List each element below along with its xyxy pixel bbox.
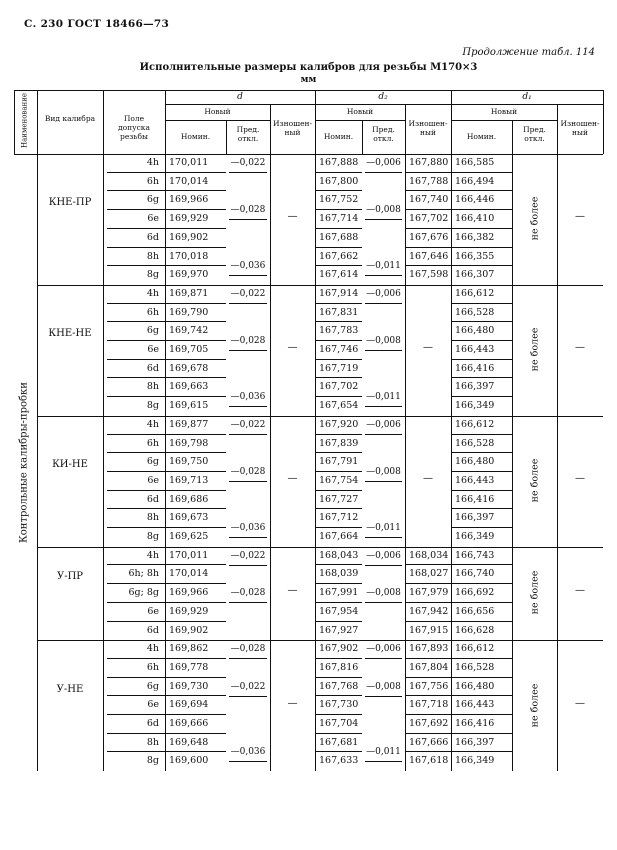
d2-deviation: —0,008 [365,584,402,603]
tolerance-field: 6d [146,362,159,374]
d2-nominal: 167,768 [319,680,359,692]
d1-nominal: 166,349 [455,755,495,767]
header-rule [451,120,557,121]
d2-nominal: 167,702 [319,381,359,393]
d1-nominal: 166,743 [455,549,495,561]
tolerance-field: 8g [146,531,159,542]
d1-nominal: 166,480 [455,680,495,692]
tolerance-field: 8h [146,381,159,393]
d-deviation: —0,028 [229,463,267,482]
body-col-rule [557,416,558,547]
d-deviation: —0,028 [229,584,267,603]
tolerance-field: 4h [146,418,159,430]
d1-nominal: 166,585 [455,157,495,168]
d2-worn: 167,942 [409,605,449,617]
d-nominal: 169,778 [169,661,209,673]
tolerance-field: 8g [146,755,159,767]
tolerance-field: 6g [146,456,159,468]
d-deviation: —0,036 [229,743,267,762]
d1-deviation-not-more: не более [529,197,540,241]
d-nominal: 169,790 [169,306,209,318]
d-nominal: 169,673 [169,512,209,524]
tolerance-field: 8h [146,736,159,748]
d1-nominal: 166,480 [455,456,495,468]
d2-nominal: 167,920 [319,418,359,430]
d-nominal: 169,798 [169,437,209,449]
d2-nominal: 167,954 [319,605,359,617]
header-col-rule [37,90,38,154]
table-continuation: Продолжение табл. 114 [462,47,595,58]
header-rule [165,120,270,121]
tolerance-field: 6d [146,231,159,243]
d1-deviation-not-more: не более [529,571,540,615]
col-header-name: Наименование [20,93,29,148]
col-header-d: d [237,92,243,102]
d2-nominal: 167,754 [319,474,359,486]
body-col-rule [270,640,271,771]
d-nominal: 170,014 [169,175,209,187]
col-header-deviation: Пред. откл. [372,125,395,143]
d1-nominal: 166,382 [455,231,495,243]
col-header-worn: Изношен-ный [272,119,313,137]
header-col-rule [512,120,513,154]
d-nominal: 169,902 [169,231,209,243]
body-col-rule [557,640,558,771]
tolerance-field: 8h [146,512,159,524]
tolerance-field: 6h [146,175,159,187]
header-col-rule [226,120,227,154]
d-deviation: —0,028 [229,332,267,351]
d2-worn: 167,702 [409,213,449,225]
d2-worn: 167,880 [409,157,449,168]
d2-deviation: —0,006 [365,154,402,173]
d2-nominal: 167,730 [319,699,359,711]
gauge-kind: КНЕ-ПР [48,197,92,209]
d2-worn: 167,692 [409,718,449,729]
d-nominal: 169,966 [169,587,209,599]
d-nominal: 170,011 [169,157,209,168]
d-worn-dash: — [287,585,298,597]
d2-nominal: 167,688 [319,231,359,243]
tolerance-field: 6e [147,699,159,711]
d2-deviation: —0,011 [365,388,402,407]
d1-nominal: 166,443 [455,699,495,711]
body-col-rule [270,547,271,641]
d1-worn-dash: — [575,473,585,485]
d1-worn-dash: — [575,697,585,709]
d1-nominal: 166,349 [455,531,495,542]
d2-deviation: —0,011 [365,519,402,538]
d2-nominal: 167,783 [319,325,359,337]
col-header-nominal: Номин. [323,132,354,141]
body-col-rule [405,416,406,547]
d2-nominal: 167,816 [319,661,359,673]
header-rule [165,104,603,105]
header-col-rule [405,104,406,154]
tolerance-field: 6e [147,213,159,225]
tolerance-field: 8g [146,269,159,281]
d-deviation: —0,036 [229,519,267,538]
d2-nominal: 167,714 [319,213,359,225]
d2-deviation: —0,006 [365,416,402,435]
col-header-tolerance: Поле допуска резьбы [118,114,150,141]
header-col-rule [603,90,604,154]
d1-nominal: 166,612 [455,643,495,655]
d2-nominal: 167,800 [319,175,359,187]
d-nominal: 169,877 [169,418,209,430]
d-nominal: 170,014 [169,568,209,580]
d1-nominal: 166,410 [455,213,495,225]
d2-nominal: 167,902 [319,643,359,655]
d2-deviation: —0,006 [365,640,402,659]
d2-nominal: 167,839 [319,437,359,449]
d1-worn-dash: — [575,211,585,223]
d1-deviation-not-more: не более [529,683,540,727]
table-unit: мм [300,75,317,85]
d2-worn-dash: — [423,342,433,354]
d1-nominal: 166,307 [455,269,495,281]
d2-nominal: 167,791 [319,456,359,468]
tolerance-field: 6g [146,325,159,337]
d2-nominal: 167,664 [319,531,359,542]
d2-worn: 167,740 [409,194,449,206]
d1-nominal: 166,355 [455,250,495,262]
d1-nominal: 166,397 [455,512,495,524]
d1-nominal: 166,528 [455,306,495,318]
tolerance-field: 6g [146,680,159,692]
d-deviation: —0,022 [229,416,267,435]
page-header: С. 230 ГОСТ 18466—73 [24,18,170,30]
header-col-rule [270,104,271,154]
d1-nominal: 166,416 [455,362,495,374]
d-nominal: 169,600 [169,755,209,767]
d1-nominal: 166,494 [455,175,495,187]
d2-nominal: 167,727 [319,493,359,505]
col-header-nominal: Номин. [180,132,211,141]
tolerance-field: 6g; 8g [128,587,159,599]
tolerance-field: 6e [147,344,159,355]
d2-deviation: —0,006 [365,547,402,566]
d2-deviation: —0,008 [365,463,402,482]
d-worn-dash: — [287,697,298,709]
d2-nominal: 167,633 [319,755,359,767]
d2-deviation: —0,011 [365,257,402,276]
d2-nominal: 167,719 [319,362,359,374]
d-deviation: —0,028 [229,201,267,220]
d2-nominal: 167,681 [319,736,359,748]
d2-worn: 167,788 [409,175,449,187]
d-nominal: 169,970 [169,269,209,281]
body-col-rule [557,547,558,641]
d2-nominal: 167,888 [319,157,359,168]
table-title: Исполнительные размеры калибров для резьбы М170×3 [139,62,478,73]
d-deviation: —0,022 [229,678,267,697]
d2-nominal: 168,039 [319,568,359,580]
d2-worn: 167,666 [409,736,449,748]
d1-nominal: 166,612 [455,287,495,299]
d-deviation: —0,022 [229,285,267,304]
d2-nominal: 167,991 [319,587,359,599]
tolerance-field: 6h; 8h [128,568,159,580]
d2-deviation: —0,008 [365,678,402,697]
d1-nominal: 166,397 [455,736,495,748]
d-nominal: 169,742 [169,325,209,337]
d2-worn: 168,027 [409,568,449,580]
d2-worn-dash: — [423,473,433,485]
tolerance-field: 6h [146,437,159,449]
d2-worn: 167,756 [409,680,449,692]
d-nominal: 169,902 [169,624,209,636]
d2-nominal: 167,831 [319,306,359,318]
header-rule [315,120,405,121]
d2-nominal: 167,746 [319,344,359,355]
d1-nominal: 166,446 [455,194,495,206]
d-deviation: —0,028 [229,640,267,659]
tolerance-field: 8h [146,250,159,262]
d1-nominal: 166,612 [455,418,495,430]
d1-worn-dash: — [575,342,585,354]
col-header-kind: Вид калибра [44,114,96,123]
col-header-d1: d₁ [522,92,532,102]
d2-worn: 167,915 [409,624,449,636]
col-header-worn: Изношен-ный [408,119,448,137]
d1-nominal: 166,443 [455,344,495,355]
d-worn-dash: — [287,473,298,485]
d1-deviation-not-more: не более [529,328,540,372]
d2-worn: 167,676 [409,231,449,243]
d1-nominal: 166,656 [455,605,495,617]
d1-worn-dash: — [575,585,585,597]
d1-nominal: 166,628 [455,624,495,636]
d-deviation: —0,036 [229,257,267,276]
d-deviation: —0,022 [229,154,267,173]
col-header-new: Новый [204,107,231,116]
d2-worn: 167,718 [409,699,449,711]
gauge-kind: КНЕ-НЕ [48,328,92,340]
col-header-worn: Изношен-ный [560,119,600,137]
body-col-rule [405,285,406,416]
d2-worn: 167,979 [409,587,449,599]
d-worn-dash: — [287,342,298,354]
d2-worn: 167,893 [409,643,449,655]
body-col-rule [270,285,271,416]
d-nominal: 169,625 [169,531,209,542]
d-nominal: 169,929 [169,213,209,225]
d-nominal: 169,966 [169,194,209,206]
d2-worn: 167,598 [409,269,449,281]
d2-worn: 167,646 [409,250,449,262]
d2-worn: 168,034 [409,549,449,561]
col-header-new: Новый [490,107,518,116]
d1-nominal: 166,416 [455,493,495,505]
tolerance-field: 6e [147,474,159,486]
tolerance-field: 6d [146,718,159,729]
d1-nominal: 166,349 [455,400,495,412]
d-nominal: 169,648 [169,736,209,748]
d2-nominal: 167,614 [319,269,359,281]
d2-nominal: 167,704 [319,718,359,729]
header-col-rule [14,90,15,154]
header-col-rule [362,120,363,154]
gauge-kind: У-НЕ [56,683,84,695]
tolerance-field: 4h [146,549,159,561]
d-nominal: 169,666 [169,718,209,729]
col-header-new: Новый [346,107,374,116]
d-nominal: 169,750 [169,456,209,468]
d-nominal: 169,694 [169,699,209,711]
d-nominal: 169,713 [169,474,209,486]
d2-deviation: —0,011 [365,743,402,762]
d2-deviation: —0,008 [365,332,402,351]
d1-nominal: 166,397 [455,381,495,393]
body-col-rule [557,154,558,285]
tolerance-field: 6h [146,661,159,673]
d2-worn: 167,804 [409,661,449,673]
d-nominal: 169,678 [169,362,209,374]
d-nominal: 170,011 [169,549,209,561]
d-deviation: —0,036 [229,388,267,407]
tolerance-field: 4h [146,287,159,299]
d-deviation: —0,022 [229,547,267,566]
d1-nominal: 166,480 [455,325,495,337]
d1-nominal: 166,528 [455,437,495,449]
side-label: Контрольные калибры-пробки [18,381,30,543]
body-col-rule [557,285,558,416]
body-col-rule [270,154,271,285]
tolerance-field: 6d [146,624,159,636]
d1-nominal: 166,740 [455,568,495,580]
d1-nominal: 166,416 [455,718,495,729]
d2-nominal: 167,927 [319,624,359,636]
d1-nominal: 166,443 [455,474,495,486]
d2-deviation: —0,006 [365,285,402,304]
tolerance-field: 8g [146,400,159,412]
tolerance-field: 6g [146,194,159,206]
col-header-nominal: Номин. [466,132,497,141]
d-worn-dash: — [287,211,298,223]
d2-nominal: 167,654 [319,400,359,412]
header-col-rule [557,104,558,154]
col-header-d2: d₂ [378,92,388,102]
d2-worn: 167,618 [409,755,449,767]
d-nominal: 169,862 [169,643,209,655]
d2-nominal: 168,043 [319,549,359,561]
d2-nominal: 167,752 [319,194,359,206]
d1-deviation-not-more: не более [529,458,540,503]
d2-deviation: —0,008 [365,201,402,220]
tolerance-field: 6e [147,605,159,617]
col-header-deviation: Пред. откл. [523,125,546,143]
d2-nominal: 167,914 [319,287,359,299]
d1-nominal: 166,692 [455,587,495,599]
tolerance-field: 6h [146,306,159,318]
header-col-rule [103,90,104,154]
gauge-kind: У-ПР [56,571,84,583]
d-nominal: 169,615 [169,400,209,412]
body-col-rule [270,416,271,547]
d-nominal: 169,686 [169,493,209,505]
d-nominal: 169,871 [169,287,209,299]
tolerance-field: 4h [146,643,159,655]
d-nominal: 169,663 [169,381,209,393]
d1-nominal: 166,528 [455,661,495,673]
gauge-kind: КИ-НЕ [52,459,88,471]
tolerance-field: 6d [146,493,159,505]
d-nominal: 169,705 [169,344,209,355]
d2-nominal: 167,712 [319,512,359,524]
col-header-deviation: Пред. откл. [236,125,260,143]
d-nominal: 170,018 [169,250,209,262]
d2-nominal: 167,662 [319,250,359,262]
d-nominal: 169,929 [169,605,209,617]
tolerance-field: 4h [146,157,159,168]
d-nominal: 169,730 [169,680,209,692]
